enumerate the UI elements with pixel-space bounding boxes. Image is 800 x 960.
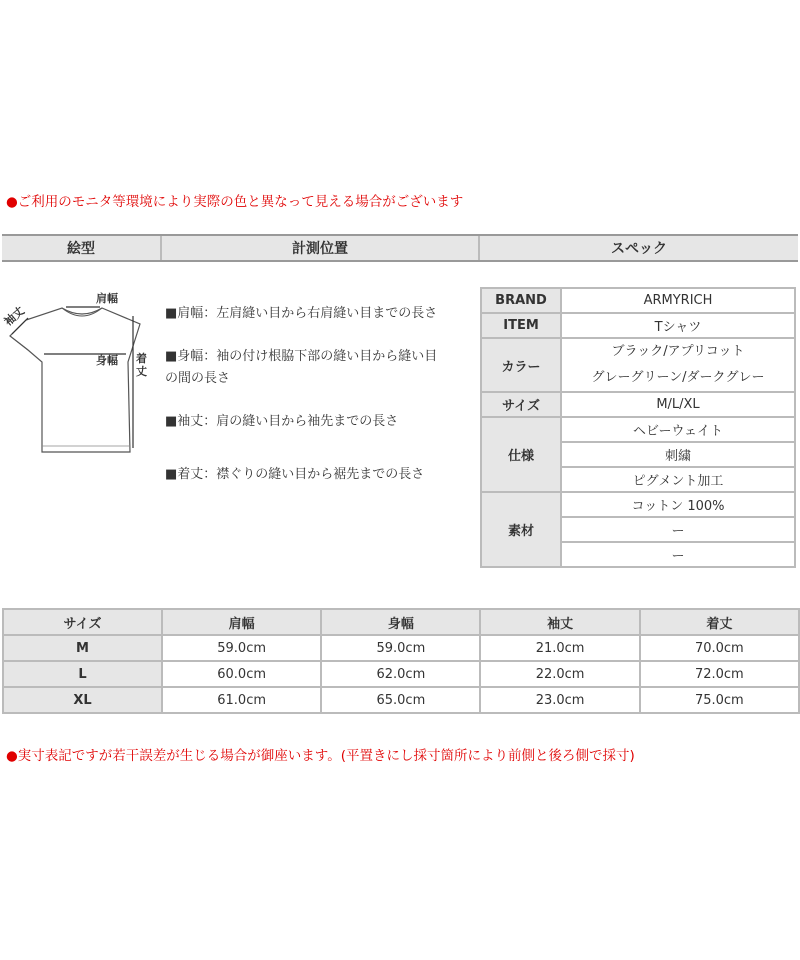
spec-value-feature: 刺繍 xyxy=(561,442,795,467)
spec-row-features xyxy=(481,417,795,442)
tshirt-diagram xyxy=(0,280,165,465)
header-illustration: 絵型 xyxy=(2,236,162,260)
size-cell: 75.0cm xyxy=(640,687,799,713)
spec-label-features: 仕様 xyxy=(481,417,561,492)
color-value-line: グレーグリーン/ダークグレー xyxy=(591,370,765,385)
measurement-length xyxy=(165,464,475,486)
spec-label-brand: BRAND xyxy=(481,288,561,313)
tshirt-outline xyxy=(10,308,140,452)
label-length-2: 丈 xyxy=(136,365,147,378)
size-label: XL xyxy=(3,687,162,713)
spec-row-material xyxy=(481,492,795,517)
spec-value-material: ー xyxy=(561,542,795,567)
spec-value-item: Tシャツ xyxy=(561,313,795,338)
measurement-sleeve xyxy=(165,411,475,433)
section-header xyxy=(2,234,798,262)
measurement-line: ■袖丈：肩の縫い目から袖先までの長さ xyxy=(165,414,399,429)
size-table xyxy=(2,608,800,714)
spec-value-brand: ARMYRICH xyxy=(561,288,795,313)
spec-label-size: サイズ xyxy=(481,392,561,417)
spec-table xyxy=(480,287,796,568)
size-cell: 59.0cm xyxy=(321,635,480,661)
measurement-line: ■肩幅：左肩縫い目から右肩縫い目までの長さ xyxy=(165,306,438,321)
spec-value-feature: ピグメント加工 xyxy=(561,467,795,492)
table-row xyxy=(3,687,799,713)
label-length-1: 着 xyxy=(136,352,147,365)
size-cell: 59.0cm xyxy=(162,635,321,661)
size-cell: 62.0cm xyxy=(321,661,480,687)
label-body-width: 身幅 xyxy=(96,354,118,367)
size-cell: 61.0cm xyxy=(162,687,321,713)
size-cell: 22.0cm xyxy=(480,661,639,687)
table-row xyxy=(3,635,799,661)
spec-row-brand xyxy=(481,288,795,313)
measurement-line: ■身幅：袖の付け根脇下部の縫い目から縫い目 xyxy=(165,349,438,364)
spec-value-feature: ヘビーウェイト xyxy=(561,417,795,442)
measurement-body-width xyxy=(165,346,475,390)
spec-row-item xyxy=(481,313,795,338)
size-header: 肩幅 xyxy=(162,609,321,635)
spec-row-color xyxy=(481,338,795,392)
spec-label-item: ITEM xyxy=(481,313,561,338)
label-shoulder: 肩幅 xyxy=(96,292,118,305)
size-cell: 23.0cm xyxy=(480,687,639,713)
spec-value-size: M/L/XL xyxy=(561,392,795,417)
size-header: 袖丈 xyxy=(480,609,639,635)
size-cell: 21.0cm xyxy=(480,635,639,661)
color-notice: ●ご利用のモニタ等環境により実際の色と異なって見える場合がございます xyxy=(6,194,464,210)
spec-label-color: カラー xyxy=(481,338,561,392)
spec-value-material: ー xyxy=(561,517,795,542)
spec-value-color xyxy=(561,338,795,392)
size-header: 着丈 xyxy=(640,609,799,635)
header-measurement: 計測位置 xyxy=(162,236,480,260)
measurement-line: ■着丈：襟ぐりの縫い目から裾先までの長さ xyxy=(165,467,425,482)
label-sleeve: 袖丈 xyxy=(1,304,28,329)
header-spec: スペック xyxy=(611,241,667,257)
measurement-notice: ●実寸表記ですが若干誤差が生じる場合が御座います。(平置きにし採寸箇所により前側と後ろ側で採寸) xyxy=(6,748,635,764)
spec-label-material: 素材 xyxy=(481,492,561,567)
size-cell: 70.0cm xyxy=(640,635,799,661)
size-label: M xyxy=(3,635,162,661)
measurement-line: の間の長さ xyxy=(165,371,231,386)
size-cell: 65.0cm xyxy=(321,687,480,713)
table-row xyxy=(3,661,799,687)
tshirt-collar xyxy=(62,308,102,316)
sleeve-hem xyxy=(10,336,28,350)
size-cell: 60.0cm xyxy=(162,661,321,687)
size-header: サイズ xyxy=(3,609,162,635)
size-label: L xyxy=(3,661,162,687)
spec-value-material: コットン 100% xyxy=(561,492,795,517)
spec-row-size xyxy=(481,392,795,417)
measurement-shoulder xyxy=(165,303,475,325)
size-table-header xyxy=(3,609,799,635)
size-header: 身幅 xyxy=(321,609,480,635)
color-value-line: ブラック/アプリコット xyxy=(611,344,745,359)
size-cell: 72.0cm xyxy=(640,661,799,687)
